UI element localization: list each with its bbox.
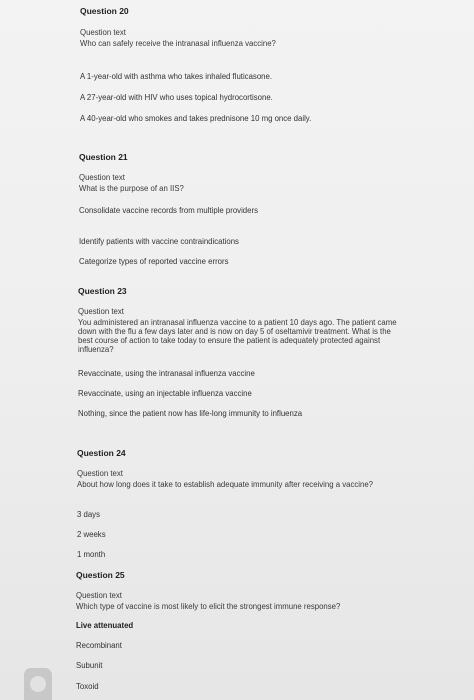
question-20-title: Question 20: [80, 6, 129, 16]
question-20-option-1[interactable]: A 1-year-old with asthma who takes inhaled fluticasone.: [80, 72, 272, 81]
question-21-option-1[interactable]: Consolidate vaccine records from multiple providers: [79, 206, 258, 215]
question-21-text: What is the purpose of an IIS?: [79, 184, 184, 193]
question-23-option-1[interactable]: Revaccinate, using the intranasal influenza vaccine: [78, 369, 255, 378]
question-24-label: Question text: [77, 469, 123, 478]
question-21-option-2[interactable]: Identify patients with vaccine contraindications: [79, 237, 239, 246]
question-25-option-4[interactable]: Toxoid: [76, 682, 99, 691]
question-23-title: Question 23: [78, 286, 127, 296]
question-25-title: Question 25: [76, 570, 125, 580]
question-23-text: You administered an intranasal influenza vaccine to a patient 10 days ago. The patient came down with the flu a few days later and is now on day 5 of oseltamivir treatment. What is the best course of action to take today to ensure the patient is adequately protected against influenza?: [78, 318, 397, 354]
question-20-text: Who can safely receive the intranasal influenza vaccine?: [80, 39, 276, 48]
question-24-option-3[interactable]: 1 month: [77, 550, 106, 559]
question-24-title: Question 24: [77, 448, 126, 458]
question-25-option-1[interactable]: Live attenuated: [76, 621, 134, 630]
question-23-label: Question text: [78, 307, 124, 316]
question-20-option-3[interactable]: A 40-year-old who smokes and takes prednisone 10 mg once daily.: [80, 114, 312, 123]
circle-icon: [30, 676, 46, 692]
question-24-option-2[interactable]: 2 weeks: [77, 530, 106, 539]
question-23-option-3[interactable]: Nothing, since the patient now has life-long immunity to influenza: [78, 409, 303, 418]
question-23-option-2[interactable]: Revaccinate, using an injectable influenza vaccine: [78, 389, 252, 398]
question-21-title: Question 21: [79, 152, 128, 162]
question-24-text: About how long does it take to establish adequate immunity after receiving a vaccine?: [77, 480, 374, 489]
question-20-option-2[interactable]: A 27-year-old with HIV who uses topical hydrocortisone.: [80, 93, 273, 102]
question-25-label: Question text: [76, 591, 122, 600]
question-25-text: Which type of vaccine is most likely to elicit the strongest immune response?: [76, 602, 341, 611]
assistive-touch-button[interactable]: [24, 668, 52, 700]
question-20-label: Question text: [80, 28, 126, 37]
question-25-option-2[interactable]: Recombinant: [76, 641, 122, 650]
question-21-option-3[interactable]: Categorize types of reported vaccine errors: [79, 257, 229, 266]
question-24-option-1[interactable]: 3 days: [77, 510, 100, 519]
question-25-option-3[interactable]: Subunit: [76, 661, 103, 670]
question-21-label: Question text: [79, 173, 125, 182]
